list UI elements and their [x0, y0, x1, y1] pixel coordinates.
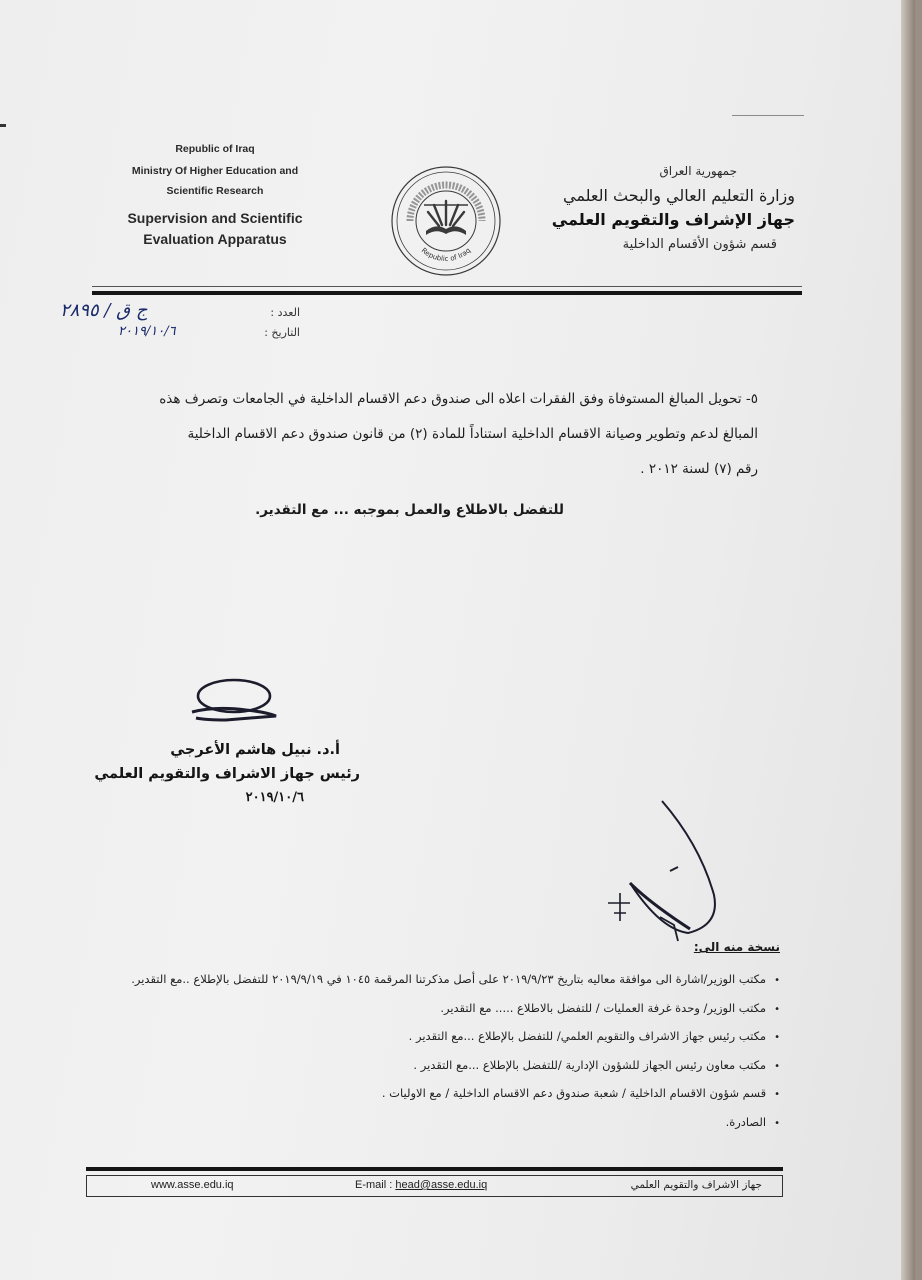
header-en-ministry-line1: Ministry Of Higher Education and	[131, 165, 299, 177]
body-paragraph	[118, 382, 758, 487]
copies-item: • الصادرة.	[40, 1109, 780, 1138]
pen-annotation-icon	[600, 795, 750, 945]
reference-number-value: ج ق / ٢٨٩٥	[60, 300, 148, 321]
signatory-title: رئيس جهاز الاشراف والتقويم العلمي	[94, 766, 360, 782]
header-en-apparatus-line2: Evaluation Apparatus	[143, 231, 287, 247]
copies-title: نسخة منه الى:	[693, 940, 780, 954]
signature-scribble-icon	[186, 676, 282, 732]
header-en-apparatus-line1: Supervision and Scientific	[127, 210, 303, 226]
reference-block	[60, 300, 300, 350]
footer	[86, 1175, 783, 1197]
header-ar-apparatus: جهاز الإشراف والتقويم العلمي	[551, 210, 795, 229]
header-divider-thin	[92, 286, 802, 287]
svg-text:Republic of Iraq	[420, 246, 472, 263]
copies-item: • مكتب معاون رئيس الجهاز للشؤون الإدارية /للتفضل بالإطلاع ...مع التقدير .	[40, 1052, 780, 1081]
copies-item: • مكتب رئيس جهاز الاشراف والتقويم العلمي/ للتفضل بالإطلاع ...مع التقدير .	[40, 1023, 780, 1052]
page-edge-shadow	[901, 0, 915, 1280]
header-ar-ministry: وزارة التعليم العالي والبحث العلمي	[563, 186, 795, 205]
top-rule	[732, 115, 804, 116]
header-en-country: Republic of Iraq	[175, 143, 255, 155]
copies-item: • قسم شؤون الاقسام الداخلية / شعبة صندوق دعم الاقسام الداخلية / مع الاوليات .	[40, 1080, 780, 1109]
signature-date: ٢٠١٩/١٠/٦	[245, 790, 304, 805]
header-ar-country: جمهورية العراق	[659, 164, 737, 178]
footer-org-name: جهاز الاشراف والتقويم العلمي	[630, 1179, 762, 1191]
closing-line: للتفضل بالاطلاع والعمل بموجبه ... مع التقدير.	[255, 502, 564, 518]
reference-date-value: ٢٠١٩/١٠/٦	[118, 324, 176, 339]
body-line: المبالغ لدعم وتطوير وصيانة الاقسام الداخلية استناداً للمادة (٢) من قانون صندوق دعم الاقسام الداخلية	[187, 426, 758, 442]
header-divider	[92, 291, 802, 295]
footer-email-label: E-mail :	[355, 1179, 396, 1191]
body-line: ٥- تحويل المبالغ المستوفاة وفق الفقرات اعلاه الى صندوق دعم الاقسام الداخلية في الجامعات وتصرف هذه	[159, 391, 758, 407]
header-ar-department: قسم شؤون الأقسام الداخلية	[622, 237, 777, 252]
footer-website[interactable]: www.asse.edu.iq	[151, 1179, 234, 1191]
footer-email-link[interactable]: head@asse.edu.iq	[395, 1179, 488, 1191]
signature-block	[90, 738, 360, 810]
footer-divider	[86, 1167, 783, 1171]
header-english	[110, 140, 320, 250]
signatory-name: أ.د. نبيل هاشم الأعرجي	[170, 742, 340, 758]
footer-email	[355, 1179, 487, 1191]
edge-mark	[0, 124, 6, 127]
ministry-seal-icon	[390, 165, 502, 277]
header-en-ministry-line2: Scientific Research	[166, 185, 264, 197]
reference-date-label: التاريخ :	[264, 326, 300, 339]
copies-item: • مكتب الوزير/اشارة الى موافقة معاليه بتاريخ ٢٠١٩/٩/٢٣ على أصل مذكرتنا المرقمة ١٠٤٥ في ٢٠١٩/٩/١٩ للتفضل بالإطلاع ..مع التقدير.	[40, 966, 780, 995]
seal-text: Republic of Iraq	[419, 246, 473, 264]
copies-list	[40, 966, 780, 1137]
reference-number-label: العدد :	[270, 306, 300, 319]
body-line: رقم (٧) لسنة ٢٠١٢ .	[640, 461, 758, 477]
copies-item: • مكتب الوزير/ وحدة غرفة العمليات / للتفضل بالاطلاع ..... مع التقدير.	[40, 995, 780, 1024]
header-arabic	[535, 158, 795, 258]
